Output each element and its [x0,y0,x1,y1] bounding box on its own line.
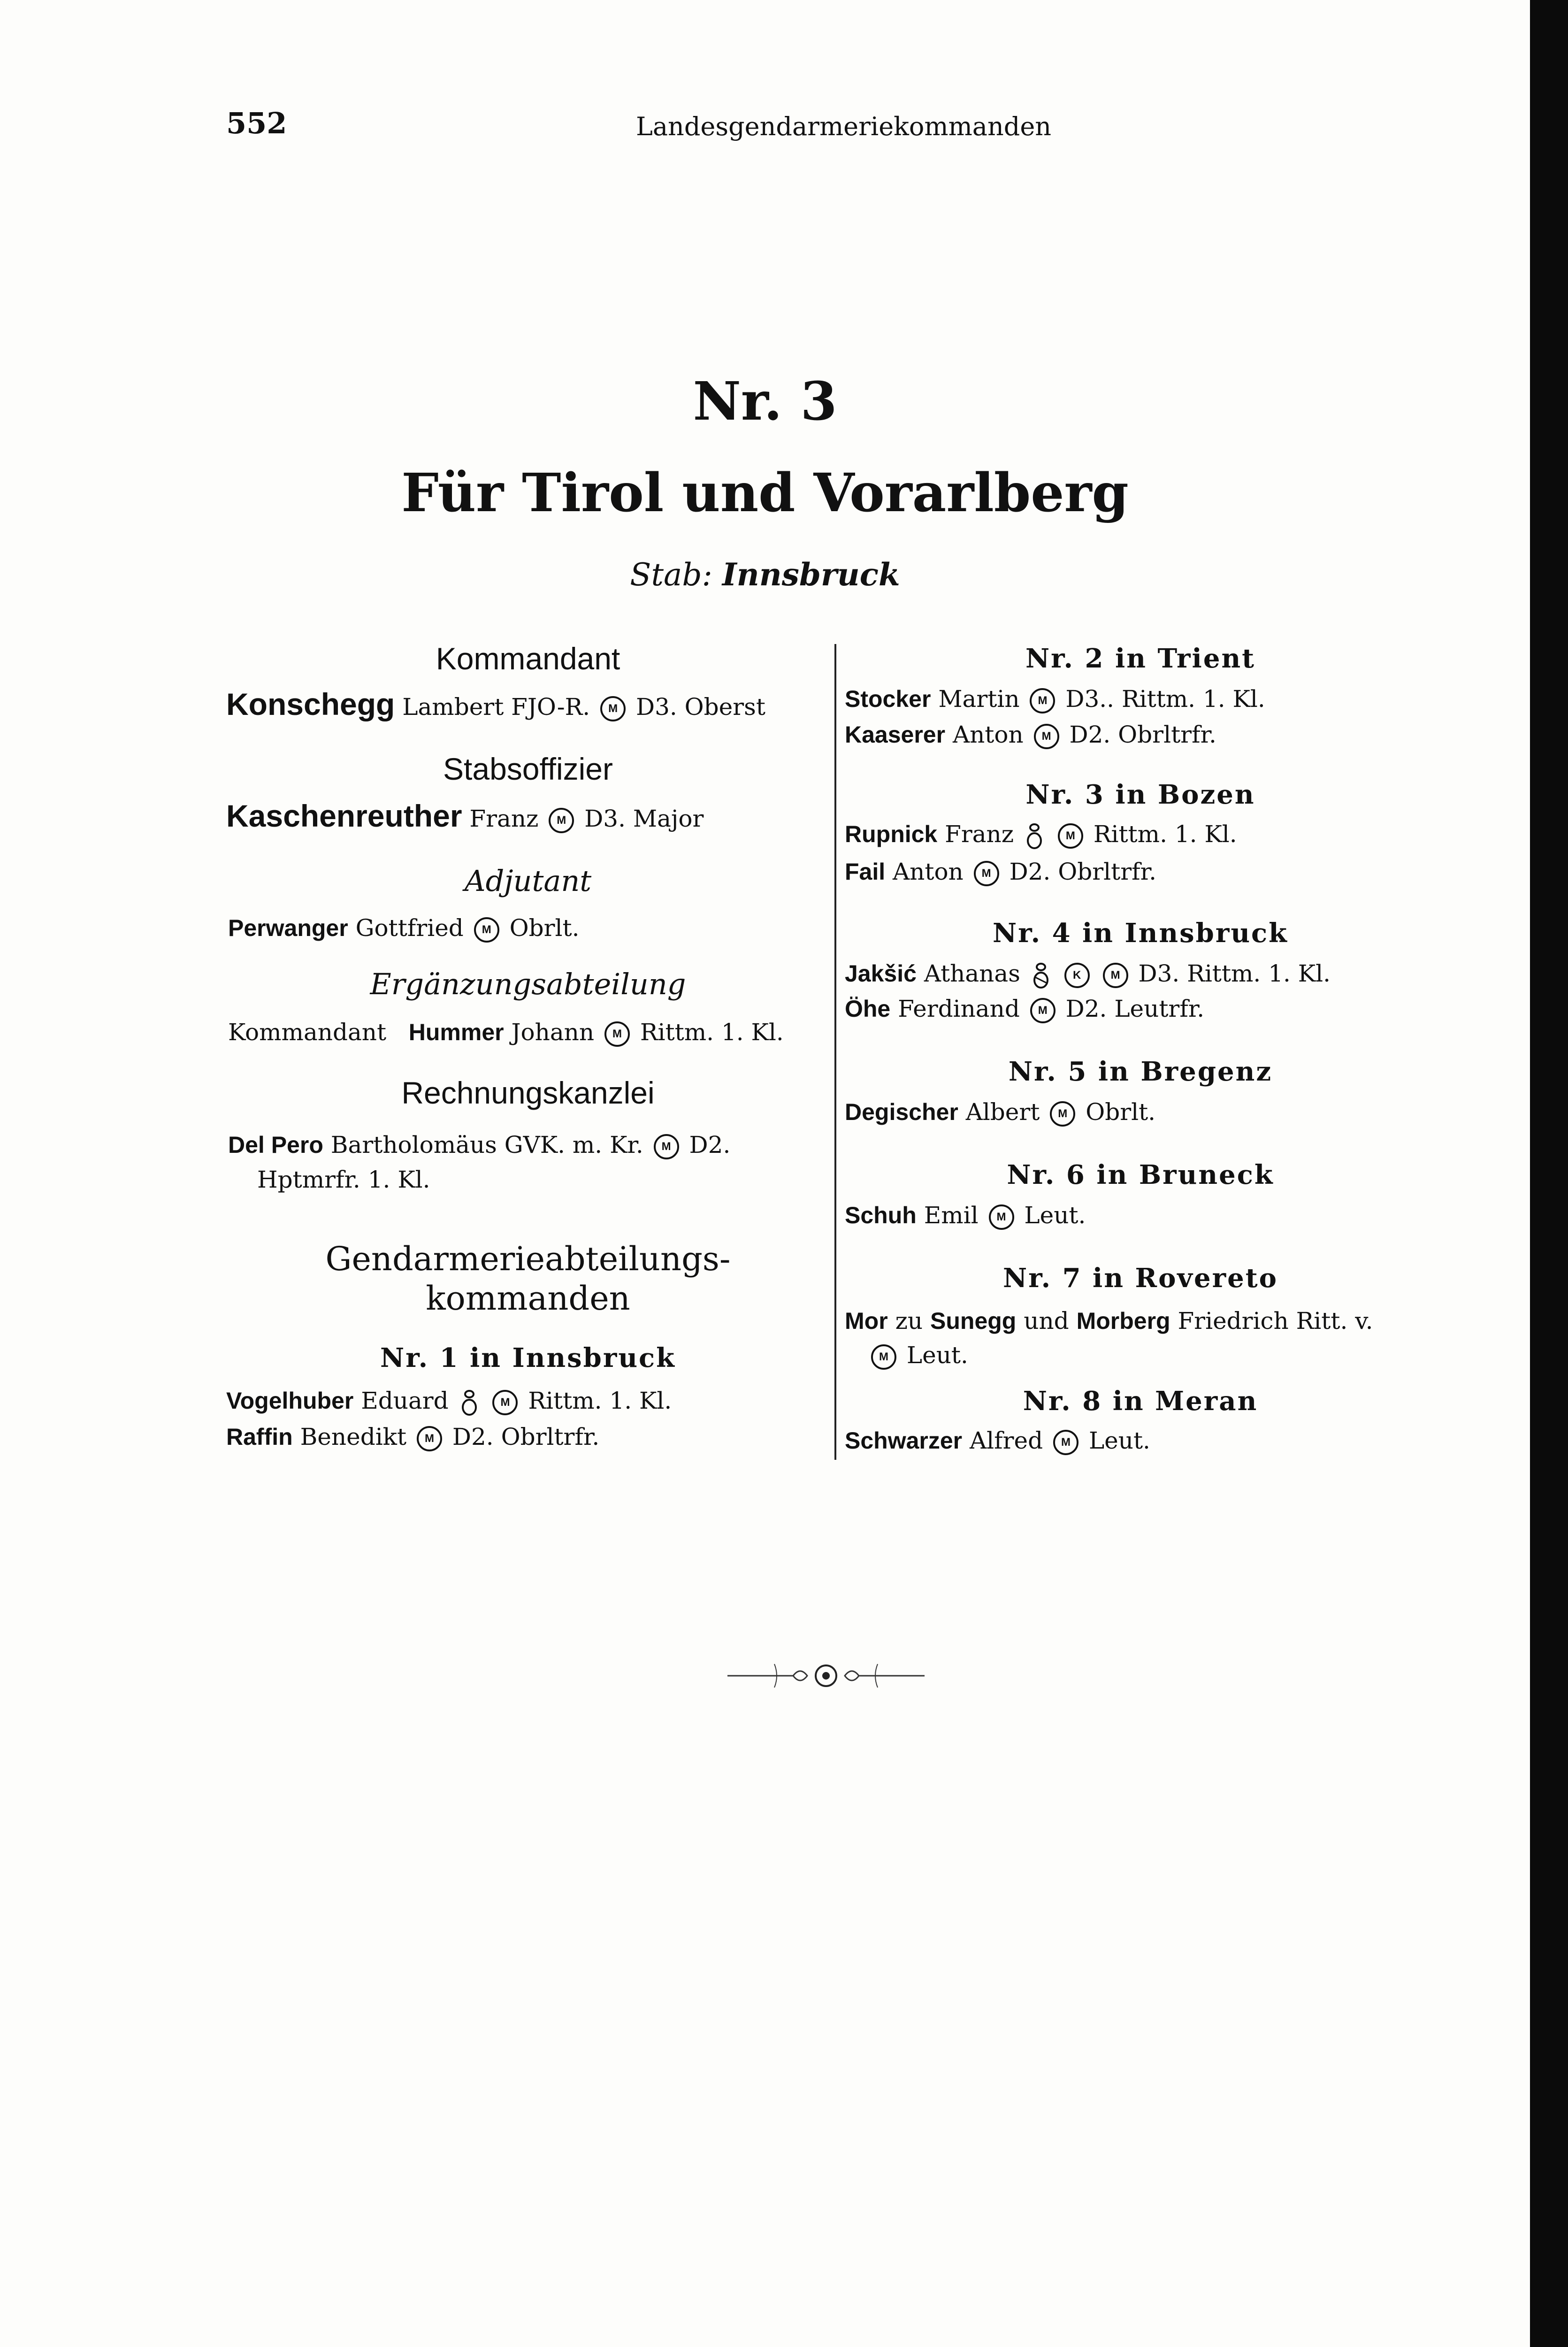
ergaenzung-entry: Kommandant Hummer Johann M Rittm. 1. Kl. [228,1019,784,1046]
rechnung-entry-line2: Hptmrfr. 1. Kl. [257,1166,430,1193]
nr2-heading: Nr. 2 in Trient [1025,643,1256,674]
medal-m-icon: M [604,1021,630,1047]
closing-flourish-ornament [723,1657,929,1695]
nr2-entry-2: Kaaserer Anton M D2. Obrltrfr. [845,721,1216,748]
medal-m-icon: M [474,917,499,943]
order-decoration-icon [1032,960,1050,990]
nr3-entry-1: Rupnick Franz M Rittm. 1. Kl. [845,821,1237,851]
medal-m-icon: M [492,1390,518,1415]
order-decoration-icon [1025,821,1044,851]
column-divider [834,644,836,1460]
medal-m-icon: M [1050,1101,1075,1127]
kommandant-entry: Konschegg Lambert FJO-R. M D3. Oberst [226,687,765,721]
stabsoffizier-heading: Stabsoffizier [443,752,613,786]
medal-m-icon: M [1034,724,1059,749]
medal-m-icon: M [871,1344,896,1370]
rechnung-heading: Rechnungskanzlei [401,1075,655,1110]
medal-m-icon: M [1103,963,1128,988]
adjutant-entry: Perwanger Gottfried M Obrlt. [228,914,580,942]
medal-m-icon: M [417,1426,442,1451]
staff-label: Stab: [630,557,712,593]
nr1-heading: Nr. 1 in Innsbruck [380,1342,676,1373]
medal-m-icon: M [1053,1430,1078,1455]
order-decoration-icon [460,1388,479,1418]
nr3-entry-2: Fail Anton M D2. Obrltrfr. [845,858,1156,885]
nr8-entry-1: Schwarzer Alfred M Leut. [845,1427,1150,1454]
medal-m-icon: M [989,1204,1014,1230]
staff-location [0,556,1530,593]
nr8-heading: Nr. 8 in Meran [1023,1386,1258,1417]
medal-m-icon: M [1030,688,1055,713]
stabsoffizier-entry: Kaschenreuther Franz M D3. Major [226,798,704,833]
adjutant-heading: Adjutant [464,864,592,898]
medal-m-icon: M [1030,998,1056,1023]
nr6-entry-1: Schuh Emil M Leut. [845,1202,1086,1229]
nr1-entry-1: Vogelhuber Eduard M Rittm. 1. Kl. [226,1387,672,1418]
gendarmerie-heading: Gendarmerieabteilungs- kommanden [325,1240,731,1318]
nr4-entry-1: Jakšić Athanas K M D3. Rittm. 1. Kl. [845,960,1331,990]
nr1-entry-2: Raffin Benedikt M D2. Obrltrfr. [226,1423,600,1450]
medal-m-icon: M [549,808,574,833]
ergaenzung-heading: Ergänzungsabteilung [370,967,686,1001]
nr7-entry-1-line2: M Leut. [868,1342,968,1370]
nr7-entry-1: Mor zu Sunegg und Morberg Friedrich Ritt. v. [845,1307,1373,1335]
scan-edge [1530,0,1568,2347]
running-title: Landesgendarmeriekommanden [636,112,1052,141]
medal-m-icon: M [1058,823,1083,849]
medal-m-icon: M [654,1134,679,1159]
medal-m-icon: M [600,696,626,721]
nr4-heading: Nr. 4 in Innsbruck [993,918,1288,949]
staff-city: Innsbruck [722,556,900,593]
medal-m-icon: M [974,861,999,886]
nr7-heading: Nr. 7 in Rovereto [1003,1263,1278,1294]
nr3-heading: Nr. 3 in Bozen [1025,779,1255,810]
section-main-title: Für Tirol und Vorarlberg [401,462,1129,524]
nr2-entry-1: Stocker Martin M D3.. Rittm. 1. Kl. [845,685,1265,713]
page-number: 552 [226,106,287,140]
nr4-entry-2: Öhe Ferdinand M D2. Leutrfr. [845,995,1205,1022]
rechnung-entry: Del Pero Bartholomäus GVK. m. Kr. M D2. [228,1131,731,1158]
medal-k-icon: K [1064,963,1090,988]
section-number-title: Nr. 3 [693,371,837,432]
nr6-heading: Nr. 6 in Bruneck [1007,1159,1274,1190]
kommandant-heading: Kommandant [436,641,620,676]
nr5-heading: Nr. 5 in Bregenz [1008,1056,1273,1087]
nr5-entry-1: Degischer Albert M Obrlt. [845,1098,1156,1126]
